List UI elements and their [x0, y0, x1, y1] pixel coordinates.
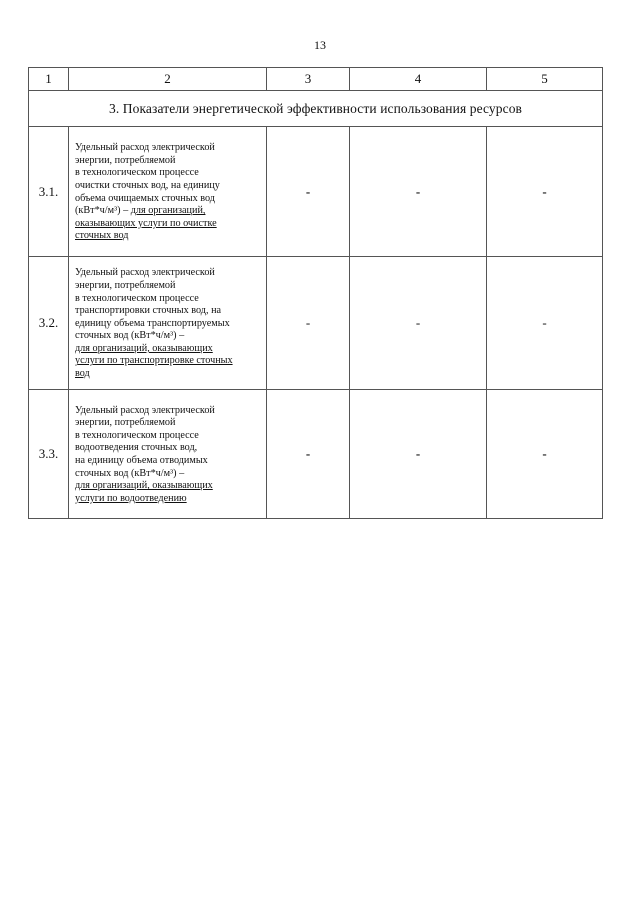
- value-cell-5: -: [487, 127, 603, 257]
- indicators-table: [28, 67, 603, 519]
- indicator-description: [69, 257, 267, 390]
- table-row: [29, 257, 603, 390]
- row-number: 3.3.: [29, 390, 69, 519]
- description-line: в технологическом процессе: [75, 292, 199, 304]
- column-header-5: 5: [487, 68, 603, 91]
- applicability-text: для организаций, оказывающих: [75, 342, 213, 354]
- applicability-text: для организаций, оказывающих: [75, 480, 213, 492]
- value-cell-4: -: [350, 127, 487, 257]
- applicability-text: вод: [75, 368, 90, 380]
- value-cell-3: -: [267, 127, 350, 257]
- row-number: 3.1.: [29, 127, 69, 257]
- section-title-row: [29, 91, 603, 127]
- value-cell-5: -: [487, 390, 603, 519]
- description-line: в технологическом процессе: [75, 429, 199, 441]
- value-cell-3: -: [267, 390, 350, 519]
- column-header-2: 2: [69, 68, 267, 91]
- unit-text: (кВт*ч/м³) –: [75, 205, 131, 217]
- applicability-text: услуги по водоотведению: [75, 492, 187, 504]
- description-line: единицу объема транспортируемых: [75, 317, 230, 329]
- description-line: Удельный расход электрической: [75, 142, 215, 154]
- description-line: сточных вод (кВт*ч/м³) –: [75, 330, 185, 342]
- section-title: 3. Показатели энергетической эффективности использования ресурсов: [29, 91, 603, 127]
- description-line: энергии, потребляемой: [75, 154, 176, 166]
- column-header-1: 1: [29, 68, 69, 91]
- description-line: на единицу объема отводимых: [75, 455, 208, 466]
- value-cell-4: -: [350, 390, 487, 519]
- page-number: 13: [314, 38, 326, 52]
- description-line: энергии, потребляемой: [75, 417, 176, 429]
- applicability-text: сточных вод: [75, 230, 129, 242]
- value-cell-5: -: [487, 257, 603, 390]
- description-line: Удельный расход электрической: [75, 267, 215, 279]
- column-header-4: 4: [350, 68, 487, 91]
- description-line: Удельный расход электрической: [75, 404, 215, 416]
- description-line: [75, 205, 262, 218]
- description-line: в технологическом процессе: [75, 167, 199, 179]
- applicability-text: для организаций,: [130, 205, 206, 217]
- description-line: водоотведения сточных вод,: [75, 442, 198, 454]
- indicator-description: [69, 390, 267, 519]
- applicability-text: оказывающих услуги по очистке: [75, 217, 217, 229]
- table-row: [29, 127, 603, 257]
- value-cell-4: -: [350, 257, 487, 390]
- indicator-description: [69, 127, 267, 257]
- table-header-row: [29, 68, 603, 91]
- description-line: объема очищаемых сточных вод: [75, 192, 215, 204]
- description-line: очистки сточных вод, на единицу: [75, 179, 220, 191]
- description-line: сточных вод (кВт*ч/м³) –: [75, 467, 185, 479]
- applicability-text: услуги по транспортировке сточных: [75, 355, 233, 367]
- column-header-3: 3: [267, 68, 350, 91]
- description-line: транспортировки сточных вод, на: [75, 305, 222, 317]
- row-number: 3.2.: [29, 257, 69, 390]
- value-cell-3: -: [267, 257, 350, 390]
- table-row: [29, 390, 603, 519]
- description-line: энергии, потребляемой: [75, 279, 176, 291]
